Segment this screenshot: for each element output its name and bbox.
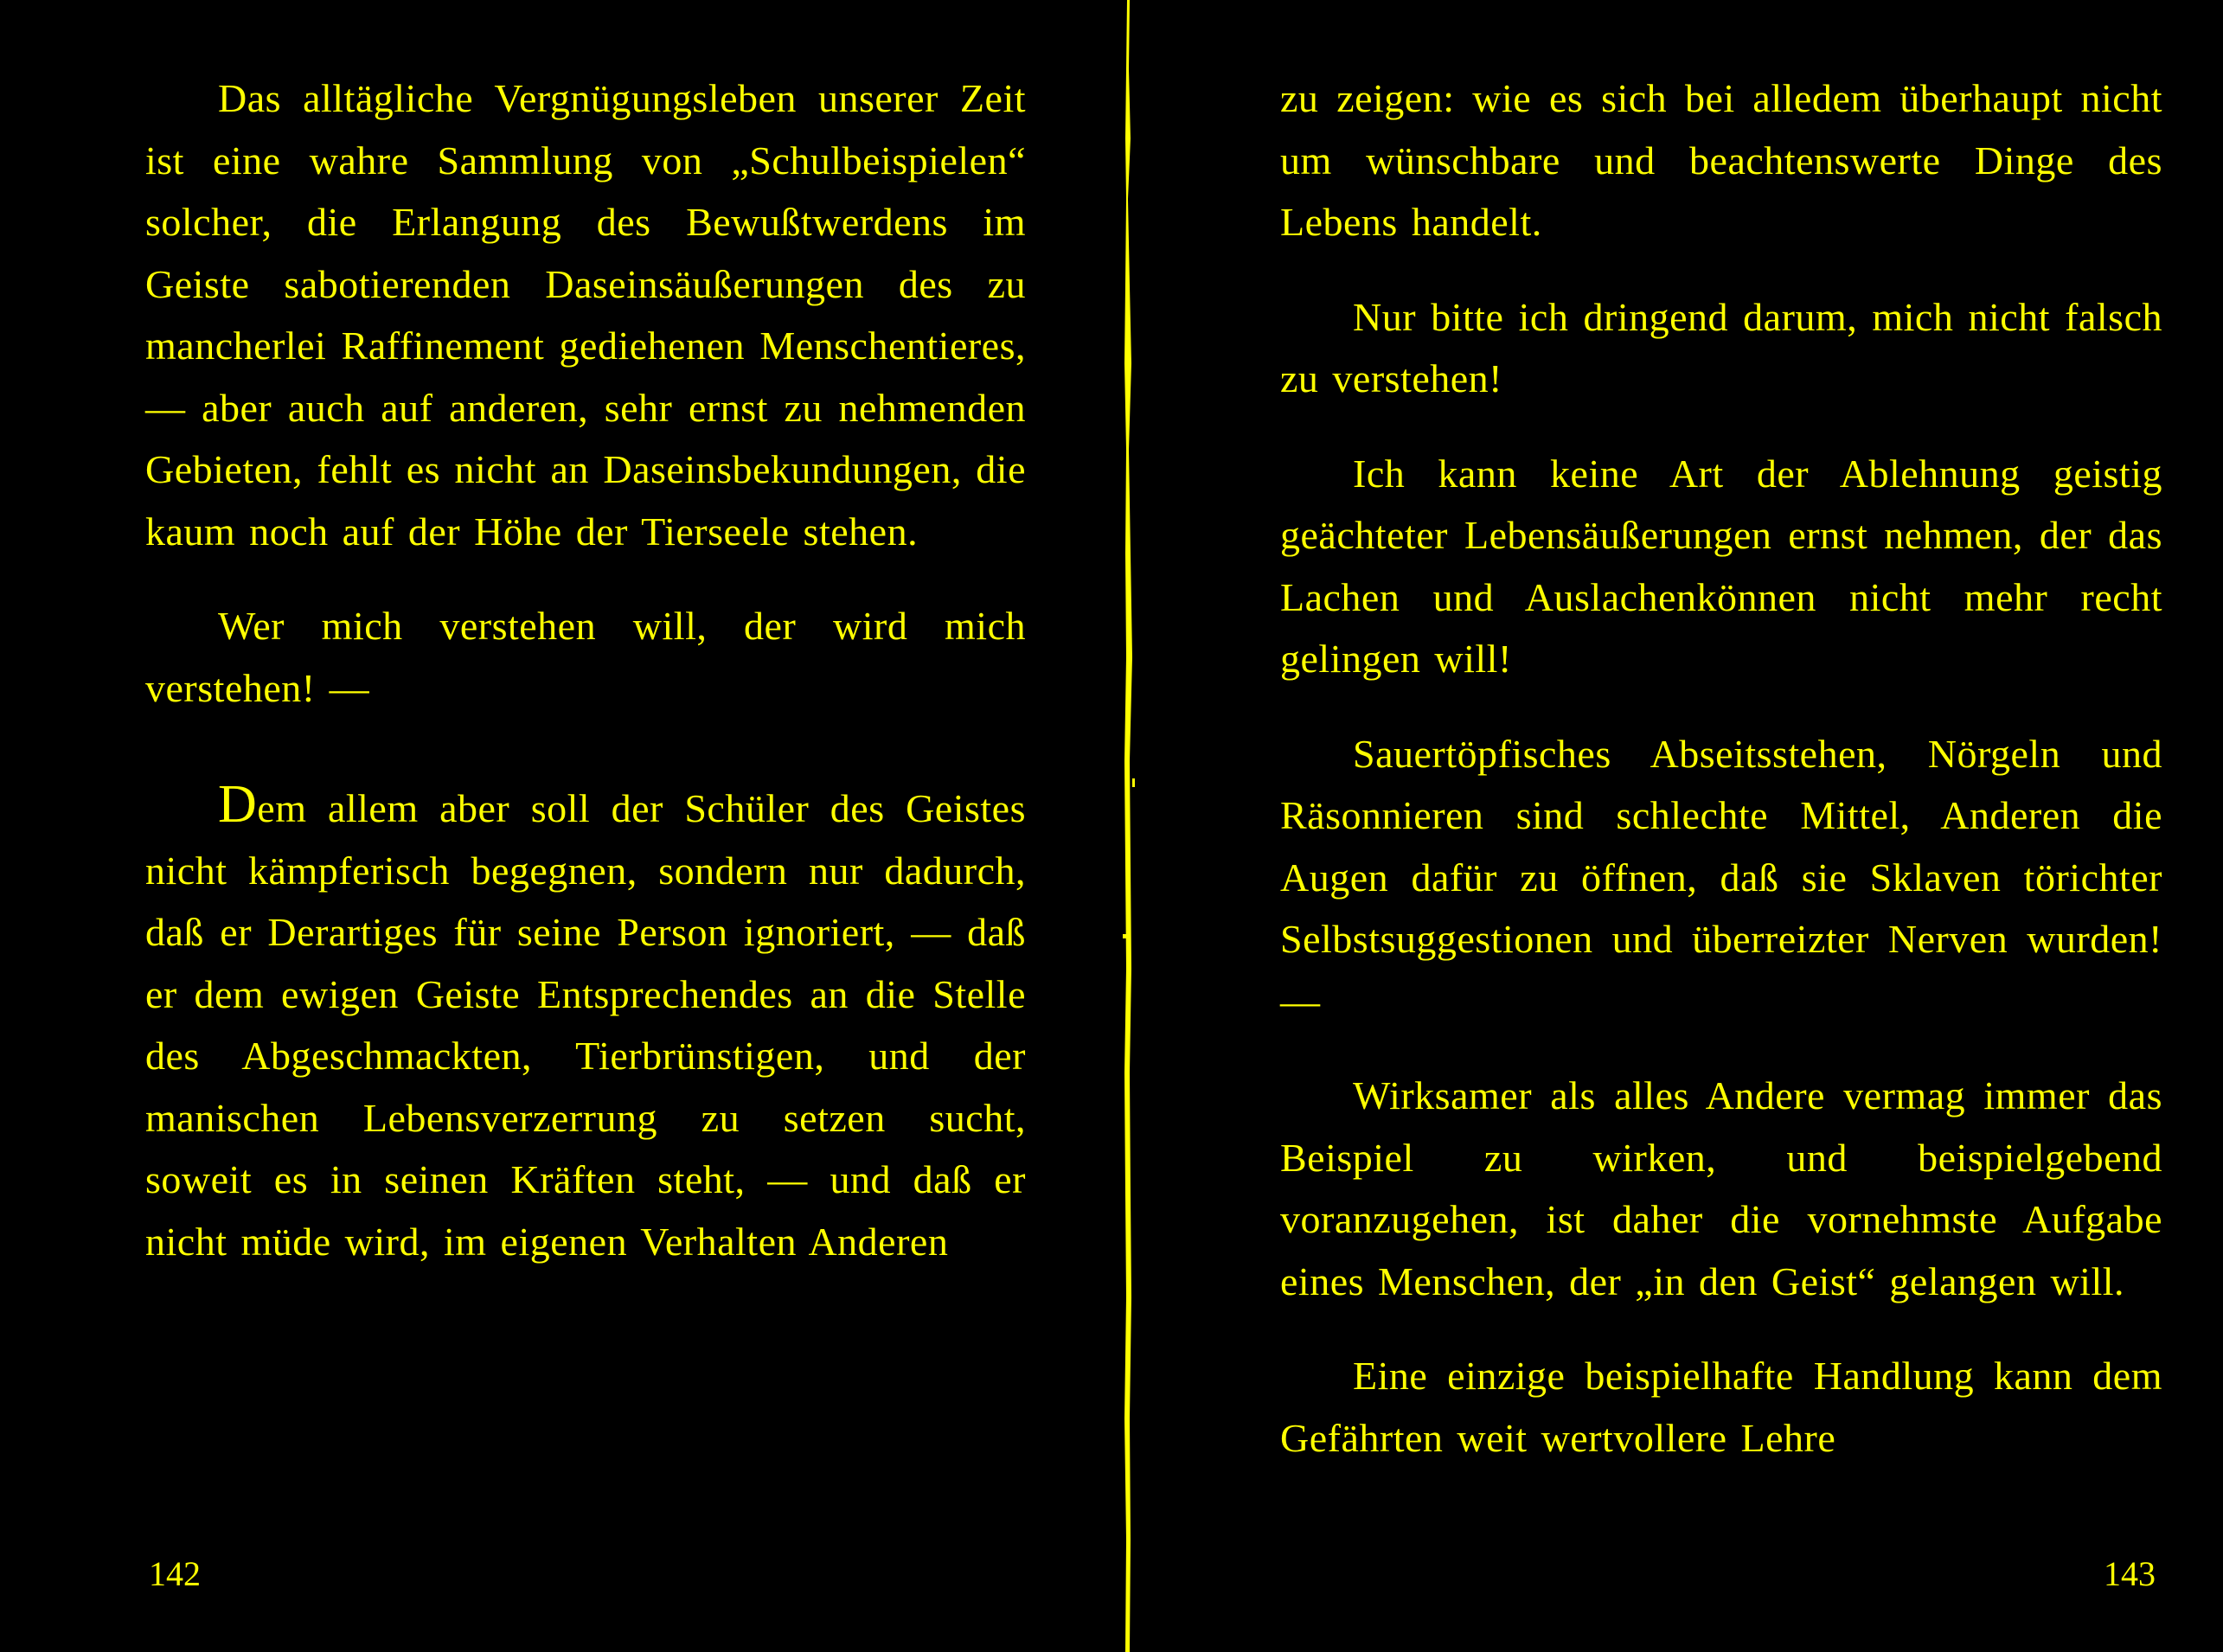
paragraph: Ich kann keine Art der Ablehnung geistig geächteter Lebensäußerungen ernst nehmen, der das Lachen und Auslachenkönnen nicht mehr recht gelingen will!: [1280, 451, 2162, 681]
gutter-mark: [1123, 934, 1126, 938]
right-page-text: [1280, 67, 2162, 1502]
gutter-mark: [1132, 778, 1135, 787]
section-text: em allem aber soll der Schüler des Geistes nicht kämpferisch begegnen, sondern nur dadurch, daß er Derartiges für seine Person ignoriert, — daß er dem ewigen Geiste Entsprechendes an die Stelle des Abgeschmackten, Tierbrünstigen, und der manischen Lebensverzerrung zu setzen sucht, soweit es in seinen Kräften steht, — und daß er nicht müde wird, im eigenen Verhalten Anderen: [145, 786, 1026, 1264]
paragraph: Wer mich verstehen will, der wird mich verstehen! —: [145, 604, 1026, 710]
paragraph: Sauertöpfisches Abseitsstehen, Nörgeln und Räsonnieren sind schlechte Mittel, Anderen die Augen dafür zu öffnen, daß sie Sklaven törichter Selbstsuggestionen und überreizter Nerven wurden! —: [1280, 731, 2162, 1023]
right-page: [1142, 0, 2223, 1652]
section-paragraph: [145, 775, 1026, 1272]
page-gutter-line: [1122, 0, 1139, 1652]
gutter-stroke: [1124, 0, 1132, 1652]
paragraph: Nur bitte ich dringend darum, mich nicht falsch zu verstehen!: [1280, 294, 2162, 400]
page-number-right: 143: [2104, 1554, 2156, 1593]
left-page-text: [145, 67, 1026, 1305]
page-number-left: 142: [149, 1554, 201, 1593]
paragraph: zu zeigen: wie es sich bei alledem überhaupt nicht um wünschbare und beachtenswerte Dinge des Lebens handelt.: [1280, 76, 2162, 244]
paragraph: Eine einzige beispielhafte Handlung kann dem Gefährten weit wertvollere Lehre: [1280, 1354, 2162, 1460]
paragraph: Das alltägliche Vergnügungsleben unserer Zeit ist eine wahre Sammlung von „Schulbeispielen“ solcher, die Erlangung des Bewußtwerdens im Geiste sabotierenden Daseinsäußerungen des zu mancherlei Raffinement gediehenen Menschentieres, — aber auch auf anderen, sehr ernst zu nehmenden Gebieten, fehlt es nicht an Daseinsbekundungen, die kaum noch auf der Höhe der Tierseele stehen.: [145, 76, 1026, 554]
paragraph: Wirksamer als alles Andere vermag immer das Beispiel zu wirken, und beispielgebend voranzugehen, ist daher die vornehmste Aufgabe eines Menschen, der „in den Geist“ gelangen will.: [1280, 1073, 2162, 1303]
initial-letter: D: [218, 775, 258, 834]
